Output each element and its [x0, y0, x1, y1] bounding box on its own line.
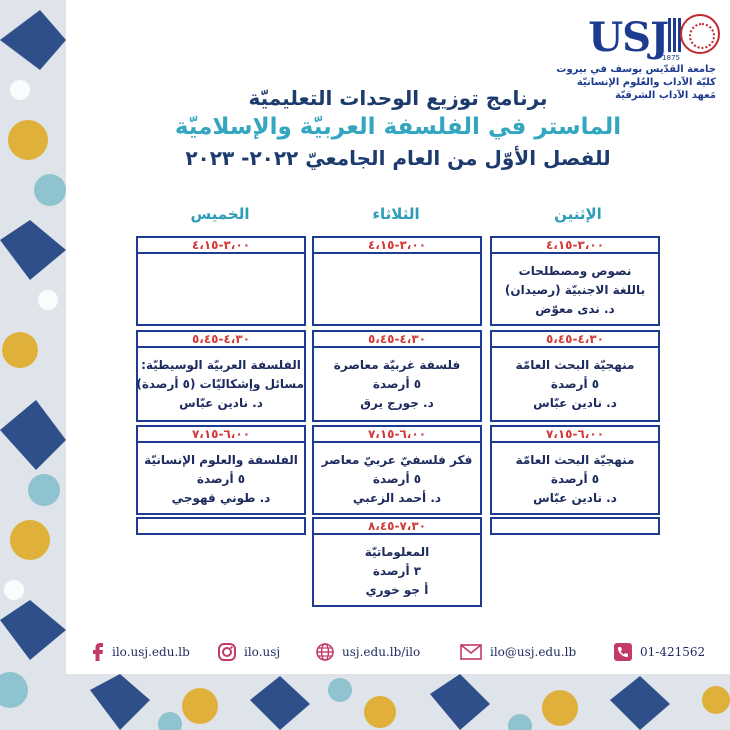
day-header-thursday: الخميس [190, 205, 250, 223]
logo-university-name: جامعة القدّيس يوسف في بيروت [556, 64, 716, 75]
tuesday-slot-3-time: ٦،٠٠-٧،١٥ [312, 425, 482, 443]
day-header-monday: الإثنين [554, 205, 602, 223]
thursday-slot-2-subtitle: مسائل وإشكاليّات (٥ أرصدة) [136, 377, 304, 391]
thursday-slot-1-empty [136, 254, 306, 326]
tuesday-slot-3-credits: ٥ أرصدة [372, 472, 422, 486]
monday-slot-2-time: ٤،٣٠-٥،٤٥ [490, 330, 660, 348]
tuesday-slot-4-credits: ٣ أرصدة [372, 564, 422, 578]
monday-slot-3-instructor: د. نادين عبّاس [533, 491, 617, 505]
thursday-slot-2-instructor: د. نادين عبّاس [179, 396, 263, 410]
monday-slot-2 [490, 348, 660, 422]
envelope-icon [460, 644, 482, 660]
phone-number: 01-421562 [640, 645, 706, 659]
seal-icon [680, 14, 720, 54]
program-title: الماستر في الفلسفة العربيّة والإسلاميّة [174, 114, 622, 140]
facebook-handle: ilo.usj.edu.lb [112, 645, 190, 659]
day-header-tuesday: الثلاثاء [372, 205, 420, 223]
tuesday-slot-4-instructor: أ جو خوري [365, 583, 429, 597]
phone-link[interactable] [614, 640, 705, 664]
thursday-slot-4-empty [136, 517, 306, 535]
tuesday-slot-3-instructor: د. أحمد الزعبي [352, 491, 442, 505]
logo-brand: USJ [588, 14, 668, 61]
tuesday-slot-3-course: فكر فلسفيّ عربيّ معاصر [321, 453, 473, 467]
email-address: ilo@usj.edu.lb [490, 645, 577, 659]
tuesday-slot-3 [312, 443, 482, 515]
logo-year: 1875 [662, 54, 680, 62]
monday-slot-1-credits: باللغة الاجنبيّة (رصيدان) [504, 283, 646, 297]
thursday-slot-2 [136, 348, 306, 422]
page-title: برنامج توزيع الوحدات التعليميّة [248, 86, 548, 110]
instagram-handle: ilo.usj [244, 645, 281, 659]
monday-slot-3-course: منهجيّة البحث العامّة [515, 453, 635, 467]
website-url: usj.edu.lb/ilo [342, 645, 421, 659]
tuesday-slot-4-course: المعلوماتيّة [364, 545, 430, 559]
globe-icon [316, 643, 334, 661]
tuesday-slot-1-time: ٣،٠٠-٤،١٥ [312, 236, 482, 254]
monday-slot-2-instructor: د. نادين عبّاس [533, 396, 617, 410]
tuesday-slot-4-time: ٧،٣٠-٨،٤٥ [312, 517, 482, 535]
facebook-link[interactable] [92, 640, 190, 664]
tuesday-slot-1-empty [312, 254, 482, 326]
instagram-icon [218, 643, 236, 661]
tuesday-slot-2-instructor: د. جورج يرق [360, 396, 434, 410]
phone-icon [614, 643, 632, 661]
monday-slot-2-credits: ٥ أرصدة [550, 377, 600, 391]
monday-slot-2-course: منهجيّة البحث العامّة [515, 358, 635, 372]
thursday-slot-3 [136, 443, 306, 515]
logo-faculty-name: كليّة الآداب والعُلوم الإنسانيّة [576, 77, 716, 88]
tuesday-slot-2-course: فلسفة غربيّة معاصرة [333, 358, 461, 372]
monday-slot-4-empty [490, 517, 660, 535]
logo-institute-name: مَعهد الآداب الشرقيّة [615, 90, 716, 101]
instagram-link[interactable] [218, 640, 280, 664]
thursday-slot-3-course: الفلسفة والعلوم الإنسانيّة [144, 453, 298, 467]
monday-slot-3 [490, 443, 660, 515]
thursday-slot-3-instructor: د. طوني قهوجي [171, 491, 271, 505]
thursday-slot-2-course: الفلسفة العربيّة الوسيطيّة: [141, 358, 301, 372]
tuesday-slot-2 [312, 348, 482, 422]
facebook-icon [92, 643, 104, 661]
tuesday-slot-4 [312, 535, 482, 607]
thursday-slot-2-time: ٤،٣٠-٥،٤٥ [136, 330, 306, 348]
monday-slot-3-time: ٦،٠٠-٧،١٥ [490, 425, 660, 443]
term-title: للفصل الأوّل من العام الجامعيّ ٢٠٢٢- ٢٠٢٣ [185, 146, 611, 170]
monday-slot-1-time: ٣،٠٠-٤،١٥ [490, 236, 660, 254]
thursday-slot-3-time: ٦،٠٠-٧،١٥ [136, 425, 306, 443]
thursday-slot-1-time: ٣،٠٠-٤،١٥ [136, 236, 306, 254]
thursday-slot-3-credits: ٥ أرصدة [196, 472, 246, 486]
website-link[interactable] [316, 640, 420, 664]
email-link[interactable] [460, 640, 576, 664]
monday-slot-1-instructor: د. ندى معوّض [535, 302, 615, 316]
monday-slot-1 [490, 254, 660, 326]
monday-slot-3-credits: ٥ أرصدة [550, 472, 600, 486]
tuesday-slot-2-time: ٤،٣٠-٥،٤٥ [312, 330, 482, 348]
tuesday-slot-2-credits: ٥ أرصدة [372, 377, 422, 391]
monday-slot-1-course: نصوص ومصطلحات [518, 264, 632, 278]
